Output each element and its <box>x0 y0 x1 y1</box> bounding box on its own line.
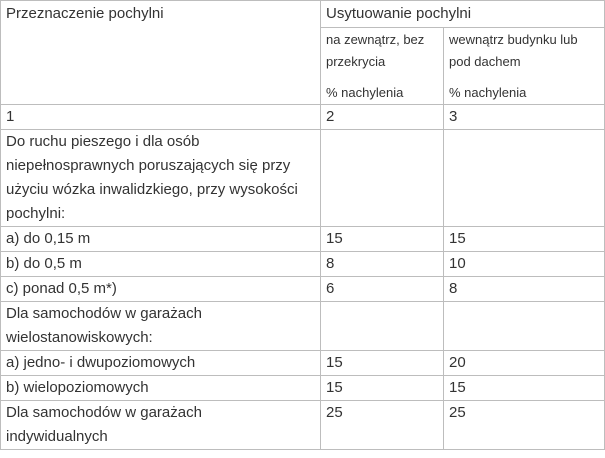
row-label-line: Do ruchu pieszego i dla osób <box>6 133 200 150</box>
column-number: 1 <box>1 105 321 130</box>
row-label <box>1 252 321 277</box>
table-header-row <box>1 1 605 28</box>
header-inside-line2: pod dachem <box>449 54 521 69</box>
header-location: Usytuowanie pochylni <box>321 1 605 28</box>
row-label <box>1 227 321 252</box>
value-outside: 15 <box>321 227 444 252</box>
row-label <box>1 302 321 351</box>
row-label-line: użyciu wózka inwalidzkiego, przy wysokości <box>6 181 298 198</box>
table-row <box>1 376 605 401</box>
row-label <box>1 277 321 302</box>
value-inside: 20 <box>444 351 605 376</box>
table-row <box>1 401 605 450</box>
value-outside: 15 <box>321 376 444 401</box>
row-label-line: b) do 0,5 m <box>6 255 82 272</box>
header-inside <box>444 28 605 105</box>
table-body <box>1 130 605 450</box>
value-outside: 15 <box>321 351 444 376</box>
value-inside: 15 <box>444 227 605 252</box>
header-outside-unit: % nachylenia <box>326 85 404 100</box>
row-label-line: Dla samochodów w garażach <box>6 305 202 322</box>
row-label <box>1 401 321 450</box>
value-inside <box>444 302 605 351</box>
value-inside: 8 <box>444 277 605 302</box>
table-row <box>1 227 605 252</box>
row-label-line: Dla samochodów w garażach <box>6 404 202 421</box>
value-inside: 15 <box>444 376 605 401</box>
header-outside-line2: przekrycia <box>326 54 386 69</box>
column-number-row <box>1 105 605 130</box>
row-label-line: a) jedno- i dwupoziomowych <box>6 354 196 371</box>
value-inside: 25 <box>444 401 605 450</box>
row-label-line: niepełnosprawnych poruszających się przy <box>6 157 291 174</box>
header-outside-line1: na zewnątrz, bez <box>326 32 425 47</box>
row-label-line: pochylni: <box>6 205 66 222</box>
header-purpose: Przeznaczenie pochylni <box>1 1 321 105</box>
table-row <box>1 277 605 302</box>
header-inside-unit: % nachylenia <box>449 85 527 100</box>
value-outside <box>321 302 444 351</box>
row-label-line: wielostanowiskowych: <box>6 329 153 346</box>
row-label <box>1 351 321 376</box>
row-label <box>1 130 321 227</box>
column-number: 2 <box>321 105 444 130</box>
value-outside: 6 <box>321 277 444 302</box>
header-outside <box>321 28 444 105</box>
value-inside: 10 <box>444 252 605 277</box>
table-row <box>1 351 605 376</box>
row-label-line: c) ponad 0,5 m*) <box>6 280 117 297</box>
value-outside <box>321 130 444 227</box>
row-label-line: indywidualnych <box>6 428 108 445</box>
table-row <box>1 252 605 277</box>
value-inside <box>444 130 605 227</box>
table-row <box>1 130 605 227</box>
table-row <box>1 302 605 351</box>
value-outside: 8 <box>321 252 444 277</box>
column-number: 3 <box>444 105 605 130</box>
row-label <box>1 376 321 401</box>
row-label-line: a) do 0,15 m <box>6 230 91 247</box>
value-outside: 25 <box>321 401 444 450</box>
header-inside-line1: wewnątrz budynku lub <box>449 32 578 47</box>
row-label-line: b) wielopoziomowych <box>6 379 149 396</box>
